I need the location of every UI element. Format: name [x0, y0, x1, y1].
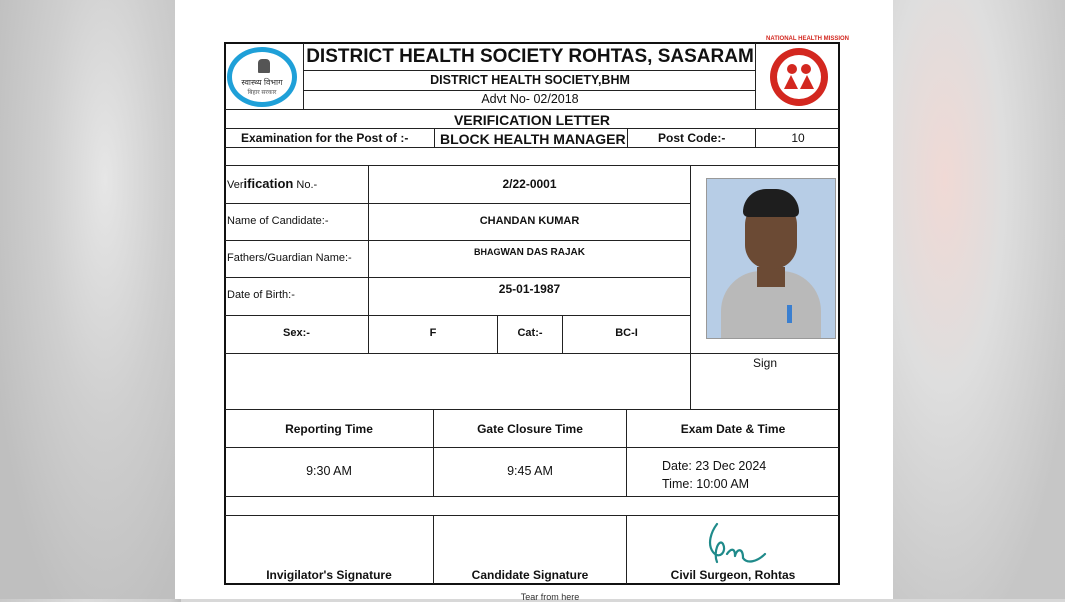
background-right-blur	[893, 0, 1065, 599]
nhm-logo-text: NATIONAL HEALTH MISSION	[766, 36, 849, 42]
logo-subtext: बिहार सरकार	[247, 90, 277, 96]
post-divider-1	[434, 129, 435, 147]
row-divider-4	[225, 315, 691, 316]
post-code-label: Post Code:-	[658, 131, 726, 145]
advt-number: Advt No- 02/2018	[481, 92, 579, 106]
gate-closure-header: Gate Closure Time	[477, 422, 583, 436]
signature-top-divider	[225, 515, 839, 516]
candidate-top-divider	[225, 165, 839, 166]
cat-label: Cat:-	[517, 327, 543, 339]
tear-here-text: Tear from here	[520, 592, 580, 602]
sex-value: F	[429, 327, 437, 339]
verification-letter-page	[175, 0, 893, 602]
header-row-divider-2	[304, 90, 755, 91]
dob-label: Date of Birth:-	[227, 289, 295, 301]
verification-label: Verification No.-	[227, 176, 318, 191]
dob-value: 25-01-1987	[498, 282, 561, 296]
logo-text: स्वास्थ्य विभाग	[241, 78, 283, 87]
sign-label: Sign	[752, 356, 778, 370]
candidate-photo	[706, 178, 836, 339]
invigilator-signature-label: Invigilator's Signature	[266, 568, 392, 582]
candidate-col-divider	[368, 165, 369, 353]
row-divider-3	[225, 277, 691, 278]
reporting-time-header: Reporting Time	[285, 422, 373, 436]
civil-surgeon-signature-label: Civil Surgeon, Rohtas	[670, 568, 796, 582]
row-divider-1	[225, 203, 691, 204]
post-value: BLOCK HEALTH MANAGER	[440, 131, 626, 147]
photo-col-divider	[690, 165, 691, 410]
schedule-bottom-divider	[225, 496, 839, 497]
candidate-name-label: Name of Candidate:-	[227, 215, 329, 227]
candidate-name-value: CHANDAN KUMAR	[479, 215, 580, 227]
header-divider-left	[303, 43, 304, 109]
sign-row-divider	[225, 409, 839, 410]
post-divider-3	[755, 129, 756, 147]
cat-value: BC-I	[615, 327, 638, 339]
page-subtitle: DISTRICT HEALTH SOCIETY,BHM	[430, 73, 630, 87]
page-title: DISTRICT HEALTH SOCIETY ROHTAS, SASARAM	[306, 46, 754, 67]
post-row-divider	[225, 147, 839, 148]
header-divider-right	[755, 43, 756, 109]
schedule-header-divider	[225, 447, 839, 448]
outer-border-bottom	[224, 583, 840, 585]
father-name-value: BHAGWAN DAS RAJAK	[474, 247, 585, 258]
letter-heading: VERIFICATION LETTER	[453, 112, 611, 128]
header-row-divider-1	[304, 70, 755, 71]
civil-surgeon-signature-mark	[703, 518, 773, 570]
post-divider-2	[627, 129, 628, 147]
post-label: Examination for the Post of :-	[241, 131, 409, 145]
exam-date-value: Date: 23 Dec 2024	[662, 459, 767, 473]
reporting-time-value: 9:30 AM	[306, 464, 352, 478]
health-department-logo	[227, 47, 297, 107]
post-code-value: 10	[791, 131, 805, 145]
heading-divider	[225, 128, 839, 129]
exam-date-header: Exam Date & Time	[680, 422, 786, 436]
row-divider-5	[225, 353, 839, 354]
candidate-signature-label: Candidate Signature	[471, 568, 589, 582]
outer-border-top	[224, 42, 840, 44]
verification-number: 2/22-0001	[502, 177, 557, 191]
header-bottom-divider	[225, 109, 839, 110]
exam-time-value: Time: 10:00 AM	[662, 477, 750, 491]
sex-label: Sex:-	[283, 327, 310, 339]
row-divider-2	[225, 240, 691, 241]
background-left-blur	[0, 0, 175, 599]
father-name-label: Fathers/Guardian Name:-	[227, 252, 352, 264]
gate-closure-value: 9:45 AM	[507, 464, 553, 478]
nhm-logo	[766, 36, 849, 106]
